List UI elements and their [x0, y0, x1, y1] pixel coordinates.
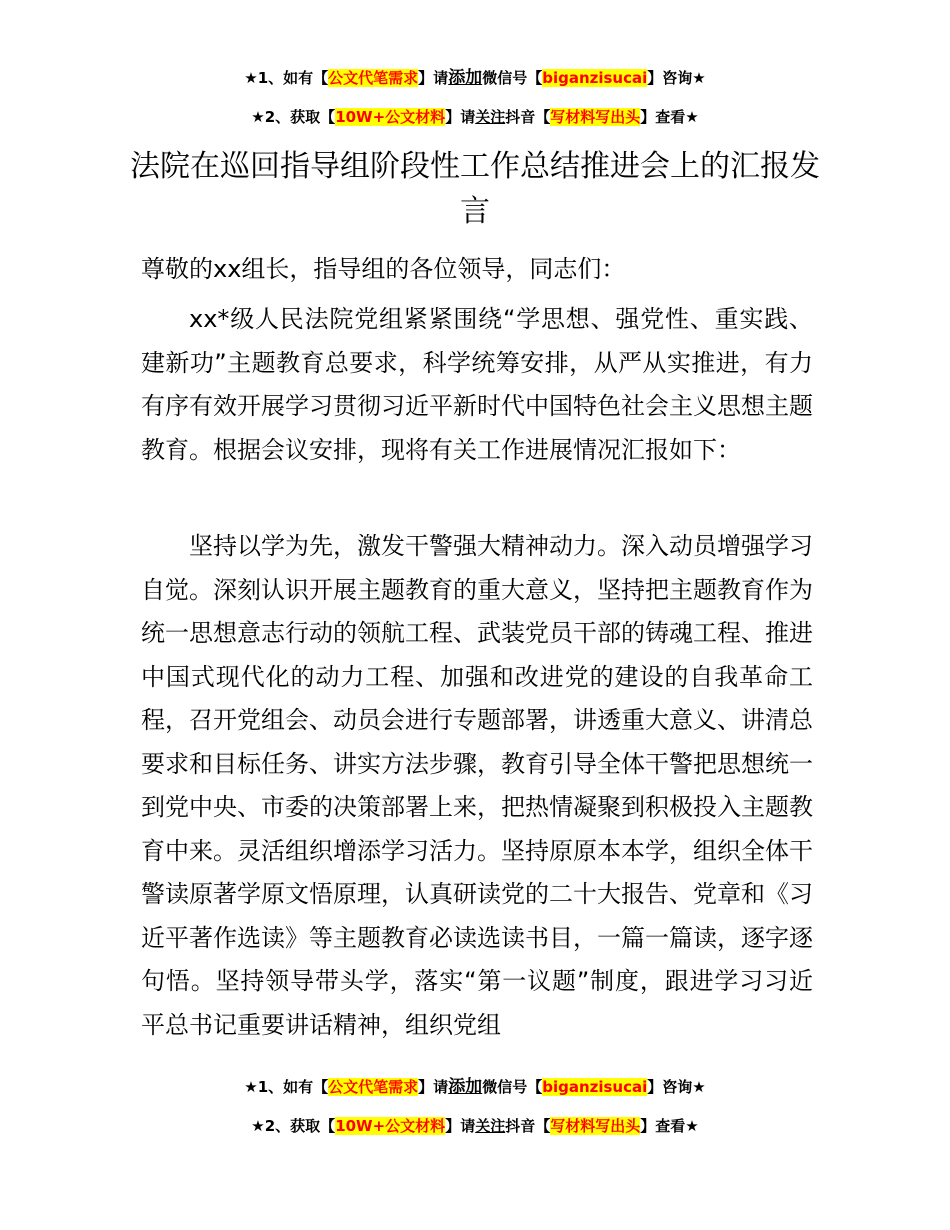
- promo-line-1-top: [0, 68, 950, 88]
- promo-text: 】请: [445, 1117, 476, 1135]
- promo-highlight-douyin: 写材料写出头: [550, 1117, 641, 1135]
- promo-highlight-douyin: 写材料写出头: [550, 108, 641, 126]
- document-title: 法院在巡回指导组阶段性工作总结推进会上的汇报发言: [130, 149, 820, 229]
- promo-highlight-wechat-id: biganzisucai: [542, 1078, 648, 1096]
- promo-text: 抖音【: [505, 1117, 551, 1135]
- promo-highlight-materials: 10W+公文材料: [335, 108, 446, 126]
- promo-emphasis: 关注: [475, 108, 506, 126]
- promo-emphasis: 关注: [475, 1117, 506, 1135]
- promo-prefix: ★2、获取【: [251, 1117, 336, 1135]
- promo-line-1-bottom: [0, 1077, 950, 1097]
- promo-prefix: ★1、如有【: [244, 1078, 329, 1096]
- promo-suffix: 】查看★: [640, 108, 699, 126]
- promo-highlight-service: 公文代笔需求: [328, 69, 419, 87]
- promo-line-2-bottom: [0, 1116, 950, 1136]
- promo-text: 微信号【: [482, 1078, 543, 1096]
- promo-line-2-top: [0, 107, 950, 127]
- promo-text: 】请: [445, 108, 476, 126]
- promo-suffix: 】咨询★: [647, 1078, 706, 1096]
- promo-highlight-wechat-id: biganzisucai: [542, 69, 648, 87]
- promo-emphasis: 添加: [448, 68, 483, 88]
- salutation: 尊敬的xx组长，指导组的各位领导，同志们：: [141, 255, 626, 283]
- promo-text: 抖音【: [505, 108, 551, 126]
- promo-text: 】请: [418, 1078, 449, 1096]
- paragraph-intro: xx*级人民法院党组紧紧围绕“学思想、强党性、重实践、建新功”主题教育总要求，科学统筹安排，从严从实推进，有力有序有效开展学习贯彻习近平新时代中国特色社会主义思想主题教育。根据会议安排，现将有关工作进展情况汇报如下：: [141, 305, 813, 464]
- promo-highlight-materials: 10W+公文材料: [335, 1117, 446, 1135]
- promo-highlight-service: 公文代笔需求: [328, 1078, 419, 1096]
- promo-emphasis: 添加: [448, 1077, 483, 1097]
- promo-text: 】请: [418, 69, 449, 87]
- promo-suffix: 】查看★: [640, 1117, 699, 1135]
- promo-suffix: 】咨询★: [647, 69, 706, 87]
- promo-prefix: ★1、如有【: [244, 69, 329, 87]
- paragraph-study: 坚持以学为先，激发干警强大精神动力。深入动员增强学习自觉。深刻认识开展主题教育的重大意义，坚持把主题教育作为统一思想意志行动的领航工程、武装党员干部的铸魂工程、推进中国式现代化的动力工程、加强和改进党的建设的自我革命工程，召开党组会、动员会进行专题部署，讲透重大意义、讲清总要求和目标任务、讲实方法步骤，教育引导全体干警把思想统一到党中央、市委的决策部署上来，把热情凝聚到积极投入主题教育中来。灵活组织增添学习活力。坚持原原本本学，组织全体干警读原著学原文悟原理，认真研读党的二十大报告、党章和《习近平著作选读》等主题教育必读选读书目，一篇一篇读，逐字逐句悟。坚持领导带头学，落实“第一议题”制度，跟进学习习近平总书记重要讲话精神，组织党组: [141, 532, 813, 1039]
- promo-prefix: ★2、获取【: [251, 108, 336, 126]
- promo-text: 微信号【: [482, 69, 543, 87]
